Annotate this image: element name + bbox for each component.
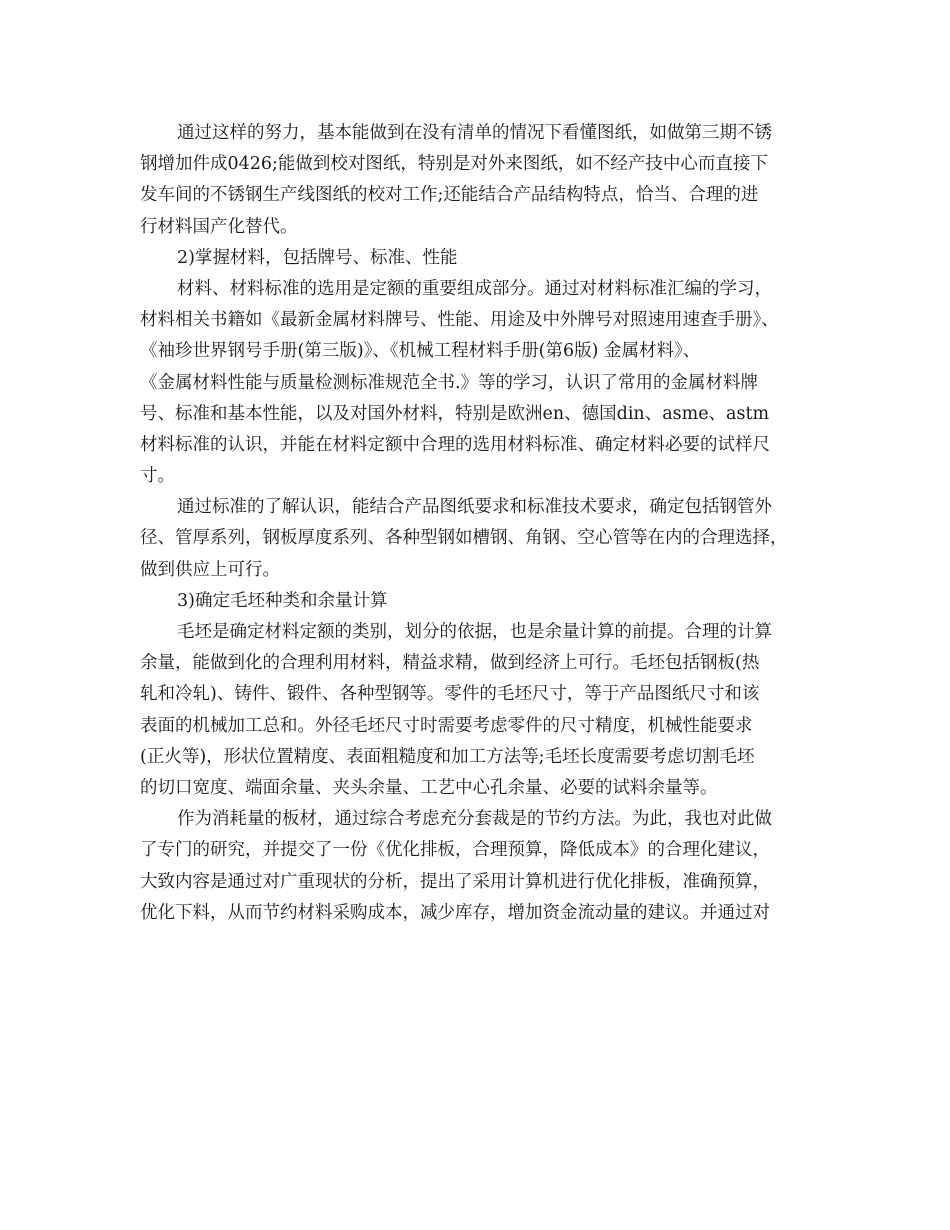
text-line: 径、管厚系列，钢板厚度系列、各种型钢如槽钢、角钢、空心管等在内的合理选择， [140,528,788,549]
text-line: 钢增加件成0426;能做到校对图纸，特别是对外来图纸，如不经产技中心而直接下 [140,154,768,175]
text-line: 《袖珍世界钢号手册(第三版)》、《机械工程材料手册(第6版) 金属材料》、 [140,341,701,362]
text-line: 《金属材料性能与质量检测标准规范全书.》等的学习，认识了常用的金属材料牌 [140,372,759,393]
text-line: 通过这样的努力，基本能做到在没有清单的情况下看懂图纸，如做第三期不锈 [177,123,772,143]
text-line: 做到供应上可行。 [140,559,280,580]
text-line: 通过标准的了解认识，能结合产品图纸要求和标准技术要求，确定包括钢管外 [177,497,772,518]
text-line: 寸。 [140,466,175,487]
text-line: 轧和冷轧)、铸件、锻件、各种型钢等。零件的毛坯尺寸，等于产品图纸尺寸和该 [140,684,760,705]
text-line: 优化下料，从而节约材料采购成本，减少库存，增加资金流动量的建议。并通过对 [140,902,770,923]
text-line: 材料标准的认识，并能在材料定额中合理的选用材料标准、确定材料必要的试样尺 [140,434,770,455]
text-line: 材料、材料标准的选用是定额的重要组成部分。通过对材料标准汇编的学习， [177,278,772,299]
text-line: 3)确定毛坯种类和余量计算 [177,590,388,611]
text-line: 作为消耗量的板材，通过综合考虑充分套裁是的节约方法。为此，我也对此做 [177,809,772,830]
text-line: 表面的机械加工总和。外径毛坯尺寸时需要考虑零件的尺寸精度，机械性能要求 [140,715,753,736]
text-line: 号、标准和基本性能，以及对国外材料，特别是欧洲en、德国din、asme、astm [140,403,770,424]
text-line: 余量，能做到化的合理利用材料，精益求精，做到经济上可行。毛坯包括钢板(热 [140,653,760,674]
text-line: 的切口宽度、端面余量、夹头余量、工艺中心孔余量、必要的试料余量等。 [140,777,718,798]
text-line: 了专门的研究，并提交了一份《优化排板，合理预算，降低成本》的合理化建议， [140,840,770,861]
text-line: 材料相关书籍如《最新金属材料牌号、性能、用途及中外牌号对照速用速查手册》、 [140,310,779,331]
text-line: (正火等)，形状位置精度、表面粗糙度和加工方法等;毛坯长度需要考虑切割毛坯 [140,746,755,767]
text-line: 毛坯是确定材料定额的类别，划分的依据，也是余量计算的前提。合理的计算 [177,622,772,642]
text-line: 行材料国产化替代。 [140,216,298,237]
text-line: 2)掌握材料，包括牌号、标准、性能 [177,247,458,268]
text-line: 发车间的不锈钢生产线图纸的校对工作;还能结合产品结构特点，恰当、合理的进 [140,185,759,206]
text-line: 大致内容是通过对广重现状的分析，提出了采用计算机进行优化排板，准确预算， [140,871,770,892]
document-body [140,118,820,929]
